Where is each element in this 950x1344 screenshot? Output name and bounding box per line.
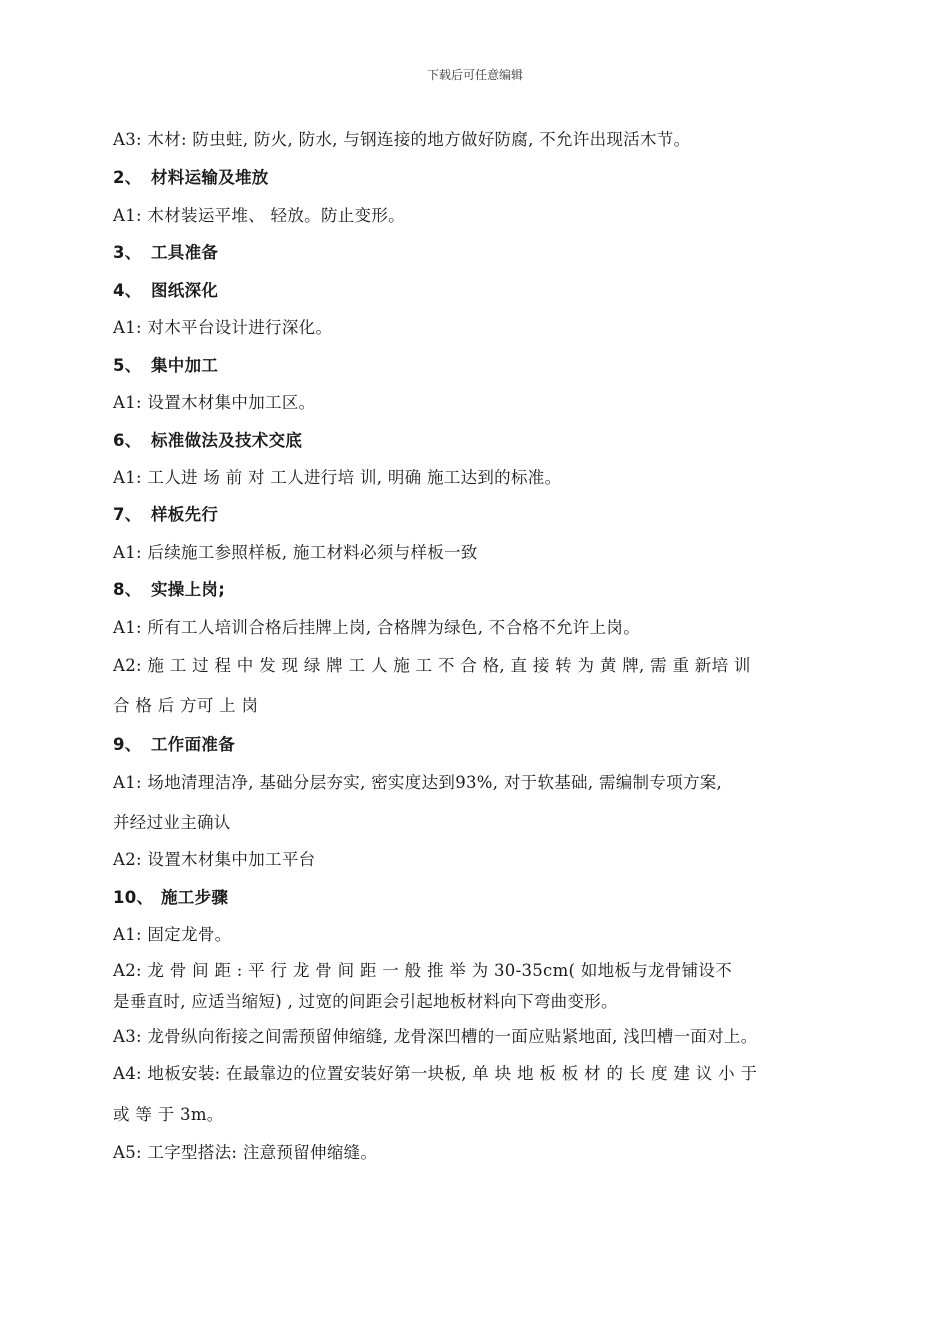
section-heading	[113, 731, 235, 755]
section-heading	[113, 576, 225, 600]
section-number: 8、	[113, 580, 142, 599]
section-title: 施工步骤	[161, 888, 229, 907]
section-number: 2、	[113, 168, 142, 187]
text-line: A1: 对木平台设计进行深化。	[113, 318, 333, 337]
text-line: 是垂直时, 应适当缩短) , 过宽的间距会引起地板材料向下弯曲变形。	[113, 992, 618, 1011]
section-title: 样板先行	[151, 505, 219, 524]
section-heading	[113, 427, 302, 451]
text-line: A2: 设置木材集中加工平台	[113, 850, 316, 869]
section-heading	[113, 884, 228, 908]
section-number: 6、	[113, 431, 142, 450]
section-title: 图纸深化	[151, 281, 219, 300]
section-number: 9、	[113, 735, 142, 754]
section-heading	[113, 239, 218, 263]
text-line: 合 格 后 方可 上 岗	[113, 696, 259, 715]
text-line: A3: 木材: 防虫蛀, 防火, 防水, 与钢连接的地方做好防腐, 不允许出现活木节。	[113, 130, 691, 149]
text-line: A1: 设置木材集中加工区。	[113, 393, 316, 412]
text-line: A4: 地板安装: 在最靠边的位置安装好第一块板, 单 块 地 板 板 材 的 长 度 建 议 小 于	[113, 1064, 758, 1083]
section-title: 集中加工	[151, 356, 219, 375]
text-line: 或 等 于 3m。	[113, 1105, 224, 1124]
section-number: 7、	[113, 505, 142, 524]
text-line: A1: 工人进 场 前 对 工人进行培 训, 明确 施工达到的标准。	[113, 468, 562, 487]
text-line: A2: 施 工 过 程 中 发 现 绿 牌 工 人 施 工 不 合 格, 直 接 转 为 黄 牌, 需 重 新培 训	[113, 656, 751, 675]
text-line: A3: 龙骨纵向衔接之间需预留伸缩缝, 龙骨深凹槽的一面应贴紧地面, 浅凹槽一面对上。	[113, 1027, 758, 1046]
section-number: 4、	[113, 281, 142, 300]
text-line: A1: 固定龙骨。	[113, 925, 232, 944]
page-header: 下载后可任意编辑	[426, 68, 523, 82]
section-title: 工具准备	[151, 243, 219, 262]
section-number: 5、	[113, 356, 142, 375]
section-heading	[113, 352, 218, 376]
section-title: 实操上岗;	[151, 580, 226, 599]
section-heading	[113, 501, 218, 525]
section-title: 材料运输及堆放	[151, 168, 269, 187]
section-title: 标准做法及技术交底	[151, 431, 303, 450]
section-heading	[113, 164, 269, 188]
text-line: A1: 场地清理洁净, 基础分层夯实, 密实度达到93%, 对于软基础, 需编制专项方案,	[113, 773, 723, 792]
section-number: 3、	[113, 243, 142, 262]
text-line: A1: 所有工人培训合格后挂牌上岗, 合格牌为绿色, 不合格不允许上岗。	[113, 618, 640, 637]
section-title: 工作面准备	[151, 735, 235, 754]
section-heading	[113, 277, 218, 301]
text-line: A1: 木材装运平堆、 轻放。防止变形。	[113, 206, 405, 225]
section-number: 10、	[113, 888, 154, 907]
text-line: A5: 工字型搭法: 注意预留伸缩缝。	[113, 1143, 378, 1162]
text-line: A2: 龙 骨 间 距 : 平 行 龙 骨 间 距 一 般 推 举 为 30-35cm( 如地板与龙骨铺设不	[113, 961, 733, 980]
text-line: A1: 后续施工参照样板, 施工材料必须与样板一致	[113, 543, 478, 562]
text-line: 并经过业主确认	[113, 813, 231, 832]
